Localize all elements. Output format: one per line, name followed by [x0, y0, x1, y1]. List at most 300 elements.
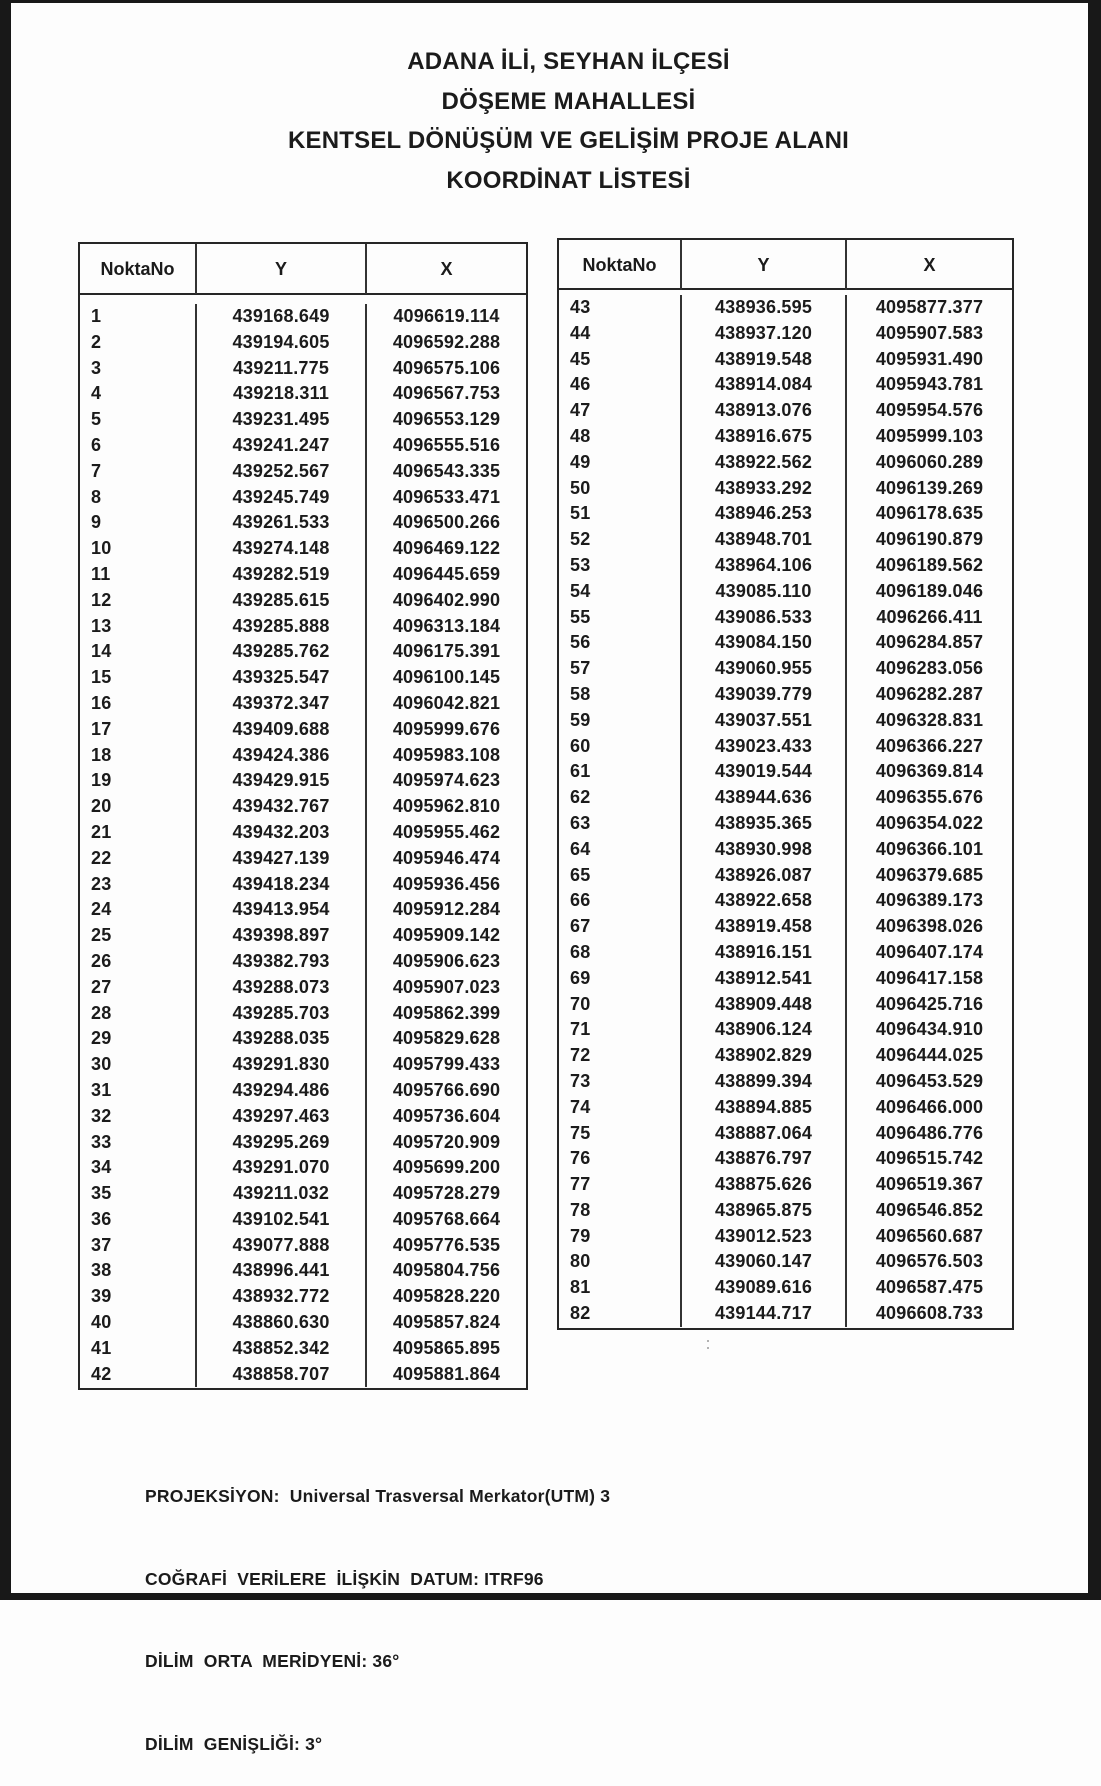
x-coordinate-cell: 4096407.174 — [845, 940, 1012, 966]
x-coordinate-cell: 4096576.503 — [845, 1249, 1012, 1275]
x-coordinate-cell: 4095799.433 — [365, 1052, 526, 1078]
point-no-cell: 31 — [91, 1079, 112, 1100]
x-coordinate-cell: 4096313.184 — [365, 614, 526, 640]
table-header — [559, 240, 1012, 290]
y-coordinate-cell: 438922.658 — [680, 888, 845, 914]
point-no-cell: 64 — [570, 838, 591, 859]
table-row — [559, 1069, 1012, 1095]
table-row — [559, 398, 1012, 424]
y-coordinate-cell: 439144.717 — [680, 1301, 845, 1327]
table-row — [80, 794, 526, 820]
x-coordinate-cell: 4095877.377 — [845, 295, 1012, 321]
point-no-cell: 43 — [570, 297, 591, 317]
point-no-cell: 37 — [91, 1234, 112, 1255]
y-coordinate-cell: 438948.701 — [680, 527, 845, 553]
point-no-cell: 58 — [570, 683, 591, 704]
point-no-cell: 57 — [570, 658, 591, 679]
y-coordinate-cell: 438875.626 — [680, 1172, 845, 1198]
point-no-cell: 78 — [570, 1199, 591, 1220]
y-coordinate-cell: 439012.523 — [680, 1224, 845, 1250]
x-coordinate-cell: 4096434.910 — [845, 1017, 1012, 1043]
y-coordinate-cell: 438913.076 — [680, 398, 845, 424]
table-row — [80, 614, 526, 640]
table-row — [559, 1301, 1012, 1327]
point-no-cell: 32 — [91, 1105, 112, 1126]
x-coordinate-cell: 4095943.781 — [845, 372, 1012, 398]
point-no-cell: 22 — [91, 847, 112, 868]
point-no-cell: 45 — [570, 348, 591, 369]
y-coordinate-cell: 439085.110 — [680, 579, 845, 605]
y-coordinate-cell: 439261.533 — [195, 510, 365, 536]
x-coordinate-cell: 4096366.101 — [845, 837, 1012, 863]
table-body — [559, 290, 1012, 1327]
y-coordinate-cell: 438919.548 — [680, 347, 845, 373]
point-no-cell: 79 — [570, 1225, 591, 1246]
point-no-cell: 74 — [570, 1096, 591, 1117]
point-no-cell: 60 — [570, 735, 591, 756]
x-coordinate-cell: 4096417.158 — [845, 966, 1012, 992]
table-row — [559, 1146, 1012, 1172]
y-coordinate-cell: 439291.830 — [195, 1052, 365, 1078]
point-no-cell: 21 — [91, 821, 112, 842]
point-no-cell: 53 — [570, 554, 591, 575]
x-coordinate-cell: 4096519.367 — [845, 1172, 1012, 1198]
y-coordinate-cell: 438965.875 — [680, 1198, 845, 1224]
x-coordinate-cell: 4095736.604 — [365, 1104, 526, 1130]
y-coordinate-cell: 439429.915 — [195, 768, 365, 794]
table-row — [80, 820, 526, 846]
title-line-project: KENTSEL DÖNÜŞÜM VE GELİŞİM PROJE ALANI — [288, 127, 849, 154]
y-coordinate-cell: 439288.035 — [195, 1026, 365, 1052]
y-coordinate-cell: 439291.070 — [195, 1155, 365, 1181]
table-row — [559, 1249, 1012, 1275]
point-no-cell: 71 — [570, 1019, 591, 1040]
x-coordinate-cell: 4096555.516 — [365, 433, 526, 459]
table-row — [80, 923, 526, 949]
y-coordinate-cell: 439060.955 — [680, 656, 845, 682]
table-row — [559, 527, 1012, 553]
y-coordinate-cell: 438852.342 — [195, 1336, 365, 1362]
x-coordinate-cell: 4096389.173 — [845, 888, 1012, 914]
table-row — [80, 407, 526, 433]
point-no-cell: 2 — [91, 331, 102, 352]
x-coordinate-cell: 4096533.471 — [365, 485, 526, 511]
x-coordinate-cell: 4096546.852 — [845, 1198, 1012, 1224]
table-row — [559, 1121, 1012, 1147]
x-coordinate-cell: 4096282.287 — [845, 682, 1012, 708]
y-coordinate-cell: 439409.688 — [195, 717, 365, 743]
table-row — [80, 1336, 526, 1362]
table-row — [559, 372, 1012, 398]
point-no-cell: 38 — [91, 1260, 112, 1281]
y-coordinate-cell: 439168.649 — [195, 304, 365, 330]
point-no-cell: 8 — [91, 486, 102, 507]
table-row — [80, 872, 526, 898]
point-no-cell: 77 — [570, 1174, 591, 1195]
table-row — [559, 579, 1012, 605]
table-row — [80, 1233, 526, 1259]
point-no-cell: 11 — [91, 563, 111, 584]
x-coordinate-cell: 4096379.685 — [845, 863, 1012, 889]
table-row — [80, 356, 526, 382]
point-no-cell: 6 — [91, 434, 102, 455]
x-coordinate-cell: 4096402.990 — [365, 588, 526, 614]
y-coordinate-cell: 438902.829 — [680, 1043, 845, 1069]
point-no-cell: 30 — [91, 1054, 112, 1075]
table-row — [80, 665, 526, 691]
y-coordinate-cell: 439211.775 — [195, 356, 365, 382]
x-coordinate-cell: 4096575.106 — [365, 356, 526, 382]
table-row — [80, 639, 526, 665]
scan-edge-top — [0, 0, 1101, 3]
y-coordinate-cell: 439089.616 — [680, 1275, 845, 1301]
y-coordinate-cell: 438926.087 — [680, 863, 845, 889]
x-coordinate-cell: 4095962.810 — [365, 794, 526, 820]
point-no-cell: 4 — [91, 383, 102, 404]
point-no-cell: 7 — [91, 460, 102, 481]
point-no-cell: 14 — [91, 641, 112, 662]
table-row — [80, 381, 526, 407]
y-coordinate-cell: 438937.120 — [680, 321, 845, 347]
y-coordinate-cell: 438912.541 — [680, 966, 845, 992]
y-coordinate-cell: 438996.441 — [195, 1258, 365, 1284]
y-coordinate-cell: 439285.888 — [195, 614, 365, 640]
x-coordinate-cell: 4096445.659 — [365, 562, 526, 588]
table-row — [559, 321, 1012, 347]
table-row — [559, 888, 1012, 914]
x-coordinate-cell: 4096425.716 — [845, 992, 1012, 1018]
table-row — [559, 914, 1012, 940]
y-coordinate-cell: 439295.269 — [195, 1130, 365, 1156]
projection-notes — [145, 1428, 610, 1786]
table-row — [80, 717, 526, 743]
x-coordinate-cell: 4095974.623 — [365, 768, 526, 794]
x-coordinate-cell: 4095776.535 — [365, 1233, 526, 1259]
point-no-cell: 56 — [570, 632, 591, 653]
point-no-cell: 52 — [570, 529, 591, 550]
x-coordinate-cell: 4095983.108 — [365, 743, 526, 769]
x-coordinate-cell: 4095954.576 — [845, 398, 1012, 424]
x-coordinate-cell: 4096328.831 — [845, 708, 1012, 734]
x-coordinate-cell: 4095999.676 — [365, 717, 526, 743]
x-coordinate-cell: 4095912.284 — [365, 897, 526, 923]
y-coordinate-cell: 438932.772 — [195, 1284, 365, 1310]
x-coordinate-cell: 4096398.026 — [845, 914, 1012, 940]
note-projection: PROJEKSİYON: Universal Trasversal Merkator(UTM) 3 — [145, 1486, 611, 1506]
x-coordinate-cell: 4096560.687 — [845, 1224, 1012, 1250]
table-row — [80, 975, 526, 1001]
table-row — [559, 992, 1012, 1018]
point-no-cell: 28 — [91, 1002, 112, 1023]
x-coordinate-cell: 4096189.046 — [845, 579, 1012, 605]
y-coordinate-cell: 439218.311 — [195, 381, 365, 407]
x-coordinate-cell: 4096486.776 — [845, 1121, 1012, 1147]
y-coordinate-cell: 438936.595 — [680, 295, 845, 321]
x-coordinate-cell: 4096453.529 — [845, 1069, 1012, 1095]
table-row — [80, 1362, 526, 1388]
title-line-neighborhood: DÖŞEME MAHALLESİ — [441, 87, 696, 115]
column-header-y: Y — [195, 244, 365, 294]
x-coordinate-cell: 4096592.288 — [365, 330, 526, 356]
table-row — [559, 837, 1012, 863]
x-coordinate-cell: 4095907.023 — [365, 975, 526, 1001]
table-row — [80, 768, 526, 794]
table-row — [559, 630, 1012, 656]
y-coordinate-cell: 438887.064 — [680, 1121, 845, 1147]
y-coordinate-cell: 438916.151 — [680, 940, 845, 966]
point-no-cell: 34 — [91, 1157, 112, 1178]
y-coordinate-cell: 439282.519 — [195, 562, 365, 588]
y-coordinate-cell: 438906.124 — [680, 1017, 845, 1043]
y-coordinate-cell: 439432.203 — [195, 820, 365, 846]
x-coordinate-cell: 4096587.475 — [845, 1275, 1012, 1301]
x-coordinate-cell: 4095766.690 — [365, 1078, 526, 1104]
table-row — [80, 459, 526, 485]
table-row — [559, 1043, 1012, 1069]
table-row — [559, 605, 1012, 631]
y-coordinate-cell: 439424.386 — [195, 743, 365, 769]
y-coordinate-cell: 439084.150 — [680, 630, 845, 656]
title-line-province: ADANA İLİ, SEYHAN İLÇESİ — [407, 48, 730, 75]
point-no-cell: 17 — [91, 718, 112, 739]
table-row — [80, 897, 526, 923]
table-row — [559, 501, 1012, 527]
point-no-cell: 80 — [570, 1251, 591, 1272]
note-datum: COĞRAFİ VERİLERE İLİŞKİN DATUM: ITRF96 — [145, 1568, 544, 1589]
point-no-cell: 41 — [91, 1337, 112, 1358]
table-row — [80, 536, 526, 562]
y-coordinate-cell: 439023.433 — [680, 734, 845, 760]
point-no-cell: 5 — [91, 409, 102, 430]
x-coordinate-cell: 4096608.733 — [845, 1301, 1012, 1327]
point-no-cell: 33 — [91, 1131, 112, 1152]
table-row — [559, 759, 1012, 785]
column-header-y: Y — [680, 240, 845, 290]
point-no-cell: 67 — [570, 916, 591, 937]
x-coordinate-cell: 4096139.269 — [845, 476, 1012, 502]
y-coordinate-cell: 439432.767 — [195, 794, 365, 820]
x-coordinate-cell: 4095857.824 — [365, 1310, 526, 1336]
table-row — [80, 1155, 526, 1181]
table-row — [559, 1095, 1012, 1121]
table-row — [559, 1172, 1012, 1198]
table-row — [559, 1275, 1012, 1301]
table-row — [80, 1052, 526, 1078]
y-coordinate-cell: 438909.448 — [680, 992, 845, 1018]
point-no-cell: 20 — [91, 796, 112, 817]
table-body — [80, 295, 526, 1387]
note-central-meridian: DİLİM ORTA MERİDYENİ: 36° — [145, 1651, 400, 1671]
scan-speck — [707, 1340, 709, 1342]
x-coordinate-cell: 4096543.335 — [365, 459, 526, 485]
x-coordinate-cell: 4096283.056 — [845, 656, 1012, 682]
table-row — [559, 682, 1012, 708]
point-no-cell: 44 — [570, 322, 591, 343]
table-row — [559, 424, 1012, 450]
point-no-cell: 25 — [91, 925, 112, 946]
point-no-cell: 35 — [91, 1183, 112, 1204]
table-row — [80, 1181, 526, 1207]
table-row — [559, 295, 1012, 321]
table-row — [80, 330, 526, 356]
point-no-cell: 68 — [570, 941, 591, 962]
x-coordinate-cell: 4095804.756 — [365, 1258, 526, 1284]
point-no-cell: 63 — [570, 812, 591, 833]
table-row — [80, 510, 526, 536]
point-no-cell: 39 — [91, 1286, 112, 1307]
table-row — [80, 743, 526, 769]
point-no-cell: 47 — [570, 400, 591, 421]
y-coordinate-cell: 439039.779 — [680, 682, 845, 708]
table-row — [559, 450, 1012, 476]
y-coordinate-cell: 438919.458 — [680, 914, 845, 940]
table-row — [559, 1224, 1012, 1250]
y-coordinate-cell: 439297.463 — [195, 1104, 365, 1130]
y-coordinate-cell: 439325.547 — [195, 665, 365, 691]
x-coordinate-cell: 4095881.864 — [365, 1362, 526, 1388]
column-header-x: X — [845, 240, 1012, 290]
y-coordinate-cell: 439077.888 — [195, 1233, 365, 1259]
x-coordinate-cell: 4096553.129 — [365, 407, 526, 433]
y-coordinate-cell: 439288.073 — [195, 975, 365, 1001]
point-no-cell: 59 — [570, 709, 591, 730]
x-coordinate-cell: 4095699.200 — [365, 1155, 526, 1181]
point-no-cell: 3 — [91, 357, 102, 378]
point-no-cell: 48 — [570, 425, 591, 446]
column-header-noktano: NoktaNo — [582, 254, 657, 275]
point-no-cell: 24 — [91, 899, 112, 920]
x-coordinate-cell: 4096175.391 — [365, 639, 526, 665]
table-row — [559, 656, 1012, 682]
table-row — [80, 1001, 526, 1027]
y-coordinate-cell: 439211.032 — [195, 1181, 365, 1207]
table-row — [80, 562, 526, 588]
y-coordinate-cell: 439285.703 — [195, 1001, 365, 1027]
y-coordinate-cell: 439382.793 — [195, 949, 365, 975]
point-no-cell: 50 — [570, 477, 591, 498]
x-coordinate-cell: 4096190.879 — [845, 527, 1012, 553]
point-no-cell: 1 — [91, 306, 102, 326]
x-coordinate-cell: 4096042.821 — [365, 691, 526, 717]
x-coordinate-cell: 4095955.462 — [365, 820, 526, 846]
point-no-cell: 9 — [91, 512, 102, 533]
x-coordinate-cell: 4095906.623 — [365, 949, 526, 975]
x-coordinate-cell: 4096369.814 — [845, 759, 1012, 785]
table-row — [80, 1284, 526, 1310]
x-coordinate-cell: 4096284.857 — [845, 630, 1012, 656]
point-no-cell: 40 — [91, 1312, 112, 1333]
point-no-cell: 55 — [570, 606, 591, 627]
point-no-cell: 16 — [91, 692, 112, 713]
point-no-cell: 36 — [91, 1208, 112, 1229]
x-coordinate-cell: 4096366.227 — [845, 734, 1012, 760]
table-row — [80, 1026, 526, 1052]
table-row — [559, 1017, 1012, 1043]
y-coordinate-cell: 438933.292 — [680, 476, 845, 502]
point-no-cell: 42 — [91, 1363, 112, 1384]
y-coordinate-cell: 438916.675 — [680, 424, 845, 450]
point-no-cell: 27 — [91, 976, 112, 997]
point-no-cell: 61 — [570, 761, 591, 782]
note-zone-width: DİLİM GENİŞLİĞİ: 3° — [145, 1733, 323, 1754]
y-coordinate-cell: 439427.139 — [195, 846, 365, 872]
y-coordinate-cell: 438876.797 — [680, 1146, 845, 1172]
x-coordinate-cell: 4095999.103 — [845, 424, 1012, 450]
table-row — [559, 708, 1012, 734]
y-coordinate-cell: 439418.234 — [195, 872, 365, 898]
y-coordinate-cell: 439413.954 — [195, 897, 365, 923]
table-row — [559, 476, 1012, 502]
table-header — [80, 244, 526, 295]
point-no-cell: 72 — [570, 1045, 591, 1066]
point-no-cell: 19 — [91, 770, 112, 791]
x-coordinate-cell: 4095829.628 — [365, 1026, 526, 1052]
point-no-cell: 23 — [91, 873, 112, 894]
point-no-cell: 66 — [570, 890, 591, 911]
y-coordinate-cell: 438935.365 — [680, 811, 845, 837]
table-row — [80, 949, 526, 975]
x-coordinate-cell: 4096355.676 — [845, 785, 1012, 811]
point-no-cell: 65 — [570, 864, 591, 885]
table-row — [80, 846, 526, 872]
x-coordinate-cell: 4095862.399 — [365, 1001, 526, 1027]
y-coordinate-cell: 438930.998 — [680, 837, 845, 863]
x-coordinate-cell: 4096178.635 — [845, 501, 1012, 527]
y-coordinate-cell: 438964.106 — [680, 553, 845, 579]
y-coordinate-cell: 439285.762 — [195, 639, 365, 665]
y-coordinate-cell: 439245.749 — [195, 485, 365, 511]
table-row — [80, 1207, 526, 1233]
point-no-cell: 18 — [91, 744, 112, 765]
point-no-cell: 54 — [570, 580, 591, 601]
column-header-noktano: NoktaNo — [100, 258, 175, 279]
point-no-cell: 81 — [570, 1277, 591, 1298]
scan-edge-left — [0, 0, 11, 1600]
y-coordinate-cell: 438894.885 — [680, 1095, 845, 1121]
y-coordinate-cell: 439398.897 — [195, 923, 365, 949]
document-title — [0, 42, 1101, 200]
point-no-cell: 26 — [91, 950, 112, 971]
y-coordinate-cell: 439060.147 — [680, 1249, 845, 1275]
table-row — [559, 553, 1012, 579]
x-coordinate-cell: 4095946.474 — [365, 846, 526, 872]
x-coordinate-cell: 4095936.456 — [365, 872, 526, 898]
point-no-cell: 76 — [570, 1148, 591, 1169]
x-coordinate-cell: 4095931.490 — [845, 347, 1012, 373]
table-row — [80, 1078, 526, 1104]
y-coordinate-cell: 439274.148 — [195, 536, 365, 562]
y-coordinate-cell: 439231.495 — [195, 407, 365, 433]
point-no-cell: 70 — [570, 993, 591, 1014]
x-coordinate-cell: 4095828.220 — [365, 1284, 526, 1310]
table-row — [80, 588, 526, 614]
table-row — [559, 966, 1012, 992]
table-row — [559, 347, 1012, 373]
x-coordinate-cell: 4096466.000 — [845, 1095, 1012, 1121]
y-coordinate-cell: 439372.347 — [195, 691, 365, 717]
scan-edge-right — [1088, 0, 1101, 1600]
coordinate-table-right — [557, 238, 1014, 1330]
x-coordinate-cell: 4095907.583 — [845, 321, 1012, 347]
point-no-cell: 10 — [91, 538, 112, 559]
y-coordinate-cell: 439252.567 — [195, 459, 365, 485]
x-coordinate-cell: 4096567.753 — [365, 381, 526, 407]
y-coordinate-cell: 438858.707 — [195, 1362, 365, 1388]
x-coordinate-cell: 4096189.562 — [845, 553, 1012, 579]
point-no-cell: 49 — [570, 451, 591, 472]
x-coordinate-cell: 4095768.664 — [365, 1207, 526, 1233]
table-row — [559, 811, 1012, 837]
